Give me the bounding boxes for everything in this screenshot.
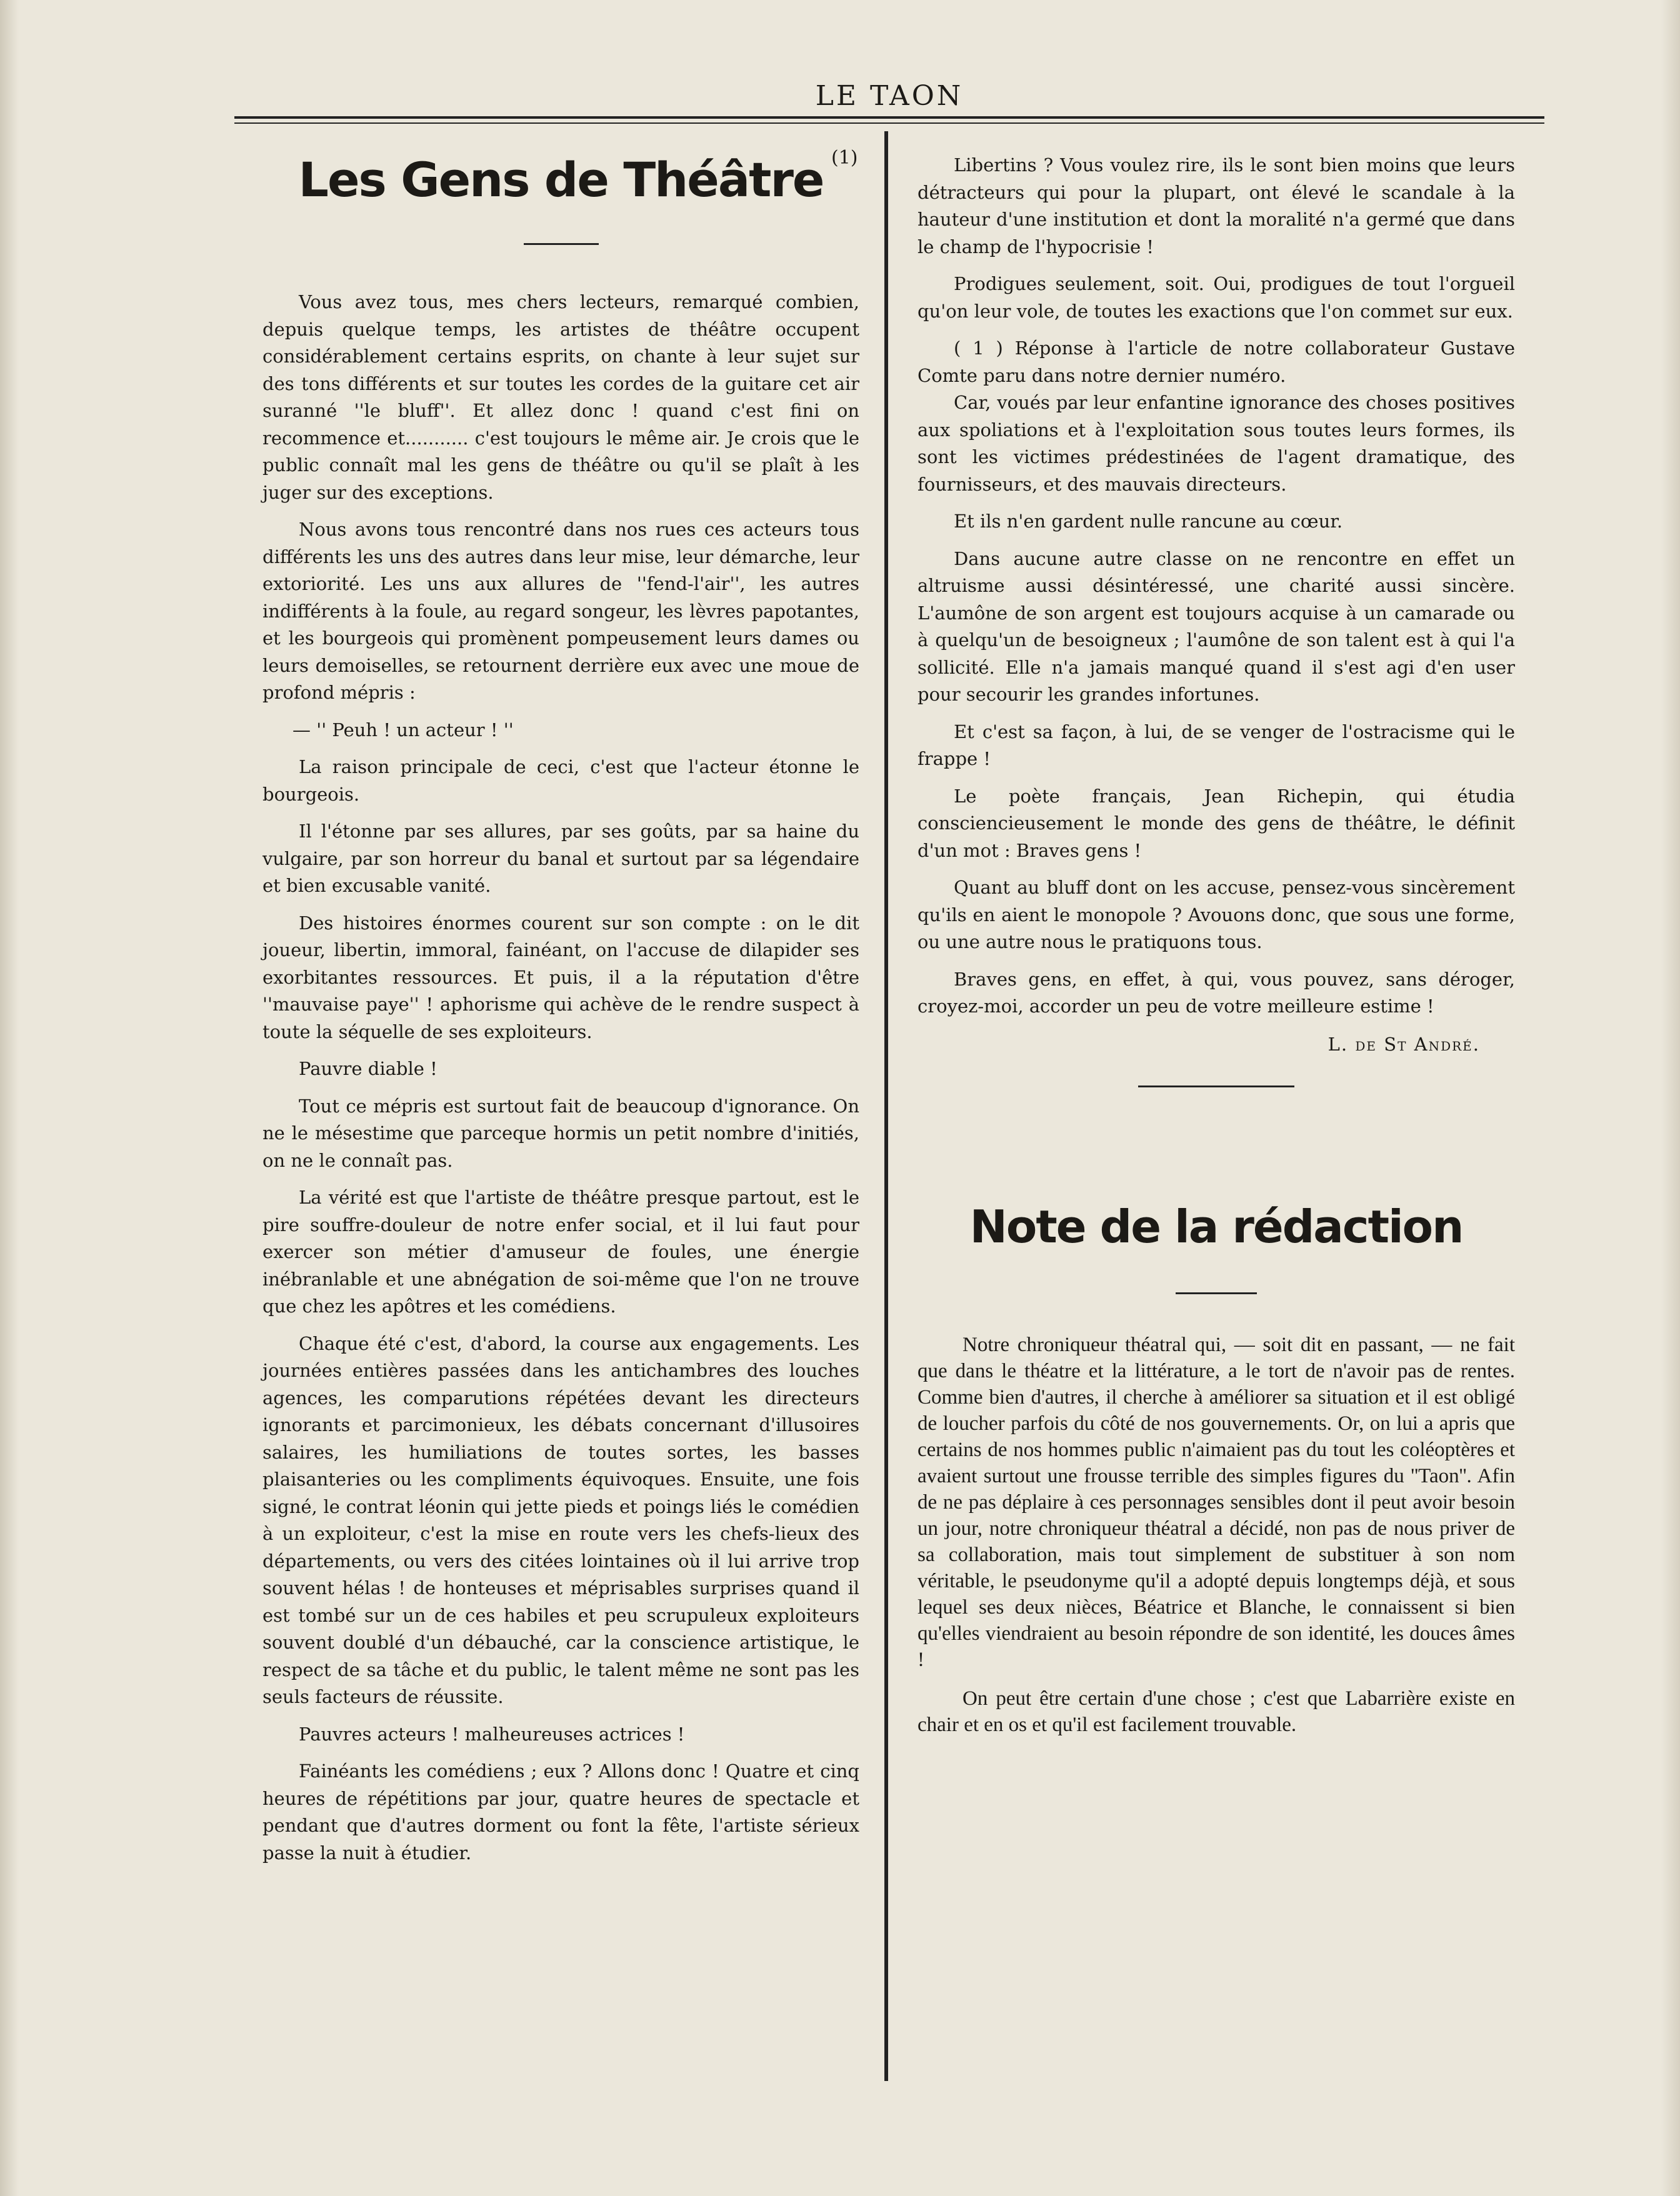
- title-rule: [524, 243, 599, 245]
- article-paragraph: Prodigues seulement, soit. Oui, prodigues de tout l'orgueil qu'on leur vole, de toutes les exactions que l'on commet sur eux.: [918, 273, 1515, 322]
- editorial-note: [918, 1332, 1515, 1738]
- article-paragraph: Vous avez tous, mes chers lecteurs, remarqué combien, depuis quelque temps, les artistes de théâtre occupent considérablement certains esprits, on chante à leur sujet sur des tons différents et sur toutes les cordes de la guitare cet air suranné ''le bluff''. Et allez donc ! quand c'est fini on recommence et........... c'est toujours le même air. Je crois que le public connaît mal les gens de théâtre ou qu'il se plaît à les juger sur des exceptions.: [262, 291, 859, 503]
- article-paragraph: La raison principale de ceci, c'est que l'acteur étonne le bourgeois.: [262, 756, 859, 805]
- article-paragraph: — '' Peuh ! un acteur ! '': [292, 719, 514, 741]
- page-edge-shadow-right: [1661, 0, 1680, 2196]
- article-paragraph: Des histoires énormes courent sur son compte : on le dit joueur, libertin, immoral, fainéant, on l'accuse de dilapider ses exorbitantes ressources. Et puis, il a la réputation d'être ''mauvaise paye'' ! aphorisme qui achève de le rendre suspect à toute la séquelle de ses exploiteurs.: [262, 912, 859, 1042]
- article-title: Les Gens de Théâtre: [298, 152, 824, 207]
- note-paragraph: Notre chroniqueur théatral qui, — soit dit en passant, — ne fait que dans le théatre et la littérature, a le tort de n'avoir pas de rentes. Comme bien d'autres, il cherche à améliorer sa situation et il est obligé de loucher parfois du côté de nos gouvernements. Or, on lui a apris que certains de nos hommes public n'aimaient pas du tout les coléoptères et avaient surtout une frousse terrible des simples figures du ''Taon''. Afin de ne pas déplaire à ces personnages sensibles dont il peut avoir besoin un jour, notre chroniqueur théatral a décidé, non pas de nous priver de sa collaboration, mais tout simplement de substituer à son nom véritable, le pseudonyme qu'il a adopté depuis longtemps déjà, et sous lequel ses deux nièces, Béatrice et Blanche, le connaissent si bien qu'elles viendraient au besoin répondre de son identité, les douces âmes !: [918, 1333, 1515, 1671]
- article-paragraph: Pauvre diable !: [299, 1058, 438, 1079]
- article-paragraph: Quant au bluff dont on les accuse, pensez-vous sincèrement qu'ils en aient le monopole ? Avouons donc, que sous une forme, ou une autre nous le pratiquons tous.: [918, 877, 1515, 952]
- section-separator: [1138, 1086, 1294, 1087]
- article-paragraph: Le poète français, Jean Richepin, qui étudia consciencieusement le monde des gens de théâtre, le définit d'un mot : Braves gens !: [918, 785, 1515, 861]
- article-paragraph: Il l'étonne par ses allures, par ses goûts, par sa haine du vulgaire, par son horreur du banal et surtout par sa légendaire et bien excusable vanité.: [262, 821, 859, 896]
- article-paragraph: Libertins ? Vous voulez rire, ils le sont bien moins que leurs détracteurs qui pour la plupart, ont élevé le scandale à la hauteur d'une institution et dont la moralité n'a germé que dans le champ de l'hypocrisie !: [918, 154, 1515, 257]
- article-paragraph: Et ils n'en gardent nulle rancune au cœur.: [954, 511, 1343, 532]
- left-column: [262, 134, 859, 1877]
- page-edge-shadow: [0, 0, 19, 2196]
- article-paragraph: Tout ce mépris est surtout fait de beaucoup d'ignorance. On ne le mésestime que parceque hormis un petit nombre d'initiés, on ne le connaît pas.: [262, 1095, 859, 1171]
- column-divider: [884, 131, 888, 2081]
- note-paragraph: On peut être certain d'une chose ; c'est que Labarrière existe en chair et en os et qu'il est facilement trouvable.: [918, 1687, 1515, 1736]
- article-paragraph: Fainéants les comédiens ; eux ? Allons donc ! Quatre et cinq heures de répétitions par jour, quatre heures de spectacle et pendant que d'autres dorment ou font la fête, l'artiste sérieux passe la nuit à étudier.: [262, 1760, 859, 1864]
- article-paragraph: La vérité est que l'artiste de théâtre presque partout, est le pire souffre-douleur de notre enfer social, et il lui faut pour exercer son métier d'amuseur de foules, une énergie inébranlable et une abnégation de soi-même que l'on ne trouve que chez les apôtres et les comédiens.: [262, 1187, 859, 1317]
- footnote-text: ( 1 ) Réponse à l'article de notre collaborateur Gustave Comte paru dans notre dernier numéro.: [918, 337, 1515, 386]
- article-paragraph: Pauvres acteurs ! malheureuses actrices !: [299, 1723, 685, 1745]
- article-paragraph: Dans aucune autre classe on ne rencontre en effet un altruisme aussi désintéressé, une charité aussi sincère. L'aumône de son argent est toujours acquise à un camarade ou à quelqu'un de besoigneux ; l'aumône de son talent est à qui l'a sollicité. Elle n'a jamais manqué quand il s'est agi d'en user pour secourir les grandes infortunes.: [918, 547, 1515, 705]
- note-title: Note de la rédaction: [969, 1200, 1463, 1253]
- article-paragraph: Car, voués par leur enfantine ignorance des choses positives aux spoliations et à l'exploitation sous toutes leurs formes, ils sont les victimes prédestinées de l'agent dramatique, des fournisseurs, et des mauvais directeurs.: [918, 392, 1515, 495]
- note-title-rule: [1176, 1292, 1257, 1294]
- right-column: [918, 152, 1515, 1750]
- article-paragraph: Nous avons tous rencontré dans nos rues ces acteurs tous différents les uns des autres dans leur mise, leur démarche, leur extoriorité. Les uns aux allures de ''fend-l'air'', les autres indifférents à la foule, au regard songeur, les lèvres papotantes, et les bourgeois qui promènent pompeusement leurs dames ou leurs demoiselles, se retournent derrière eux avec une moue de profond mépris :: [262, 519, 859, 703]
- footnote-mark: (1): [831, 147, 858, 169]
- header-rule: [234, 116, 1544, 119]
- running-title: LE TAON: [815, 80, 964, 112]
- article-paragraph: Chaque été c'est, d'abord, la course aux engagements. Les journées entières passées dans les antichambres des louches agences, les comparutions répétées devant les directeurs ignorants et parcimonieux, les débats concernant d'illusoires salaires, les humiliations de toutes sortes, les basses plaisanteries ou les compliments équivoques. Ensuite, une fois signé, le contrat léonin qui jette pieds et poings liés le comédien à un exploiteur, c'est la mise en route vers les chefs-lieux des départements, ou vers des citées lointaines où il lui arrive trop souvent hélas ! de honteuses et méprisables surprises quand il est tombé sur un de ces habiles et peu scrupuleux exploiteurs souvent doublé d'un débauché, car la conscience artistique, le respect de sa tâche et du public, le talent même ne sont pas les seuls facteurs de réussite.: [262, 1332, 859, 1707]
- article-title-block: [262, 136, 859, 224]
- article-paragraph: Braves gens, en effet, à qui, vous pouvez, sans déroger, croyez-moi, accorder un peu de votre meilleure estime !: [918, 968, 1515, 1017]
- header-rule-thin: [234, 122, 1544, 124]
- article-paragraph: Et c'est sa façon, à lui, de se venger de l'ostracisme qui le frappe !: [918, 721, 1515, 769]
- author-signature: L. de St André.: [1328, 1033, 1480, 1055]
